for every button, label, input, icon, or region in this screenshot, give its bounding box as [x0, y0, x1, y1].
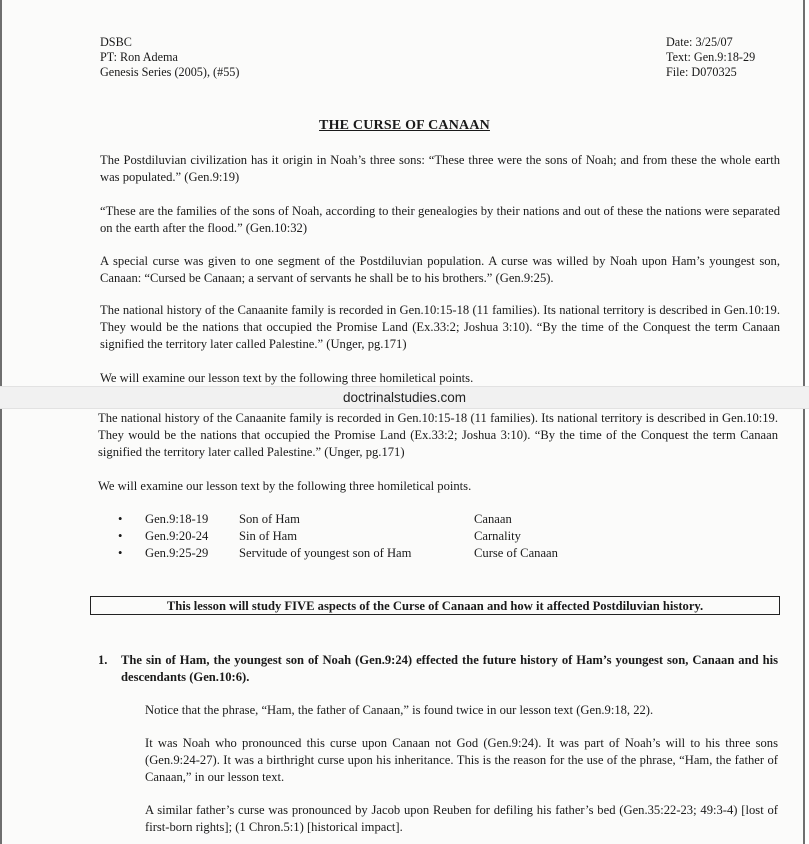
paragraph-special-curse: A special curse was given to one segment of the Postdiluvian population. A curse was willed by Noah upon Ham’s youngest son, Canaan: “Cursed be Canaan; a servant of servants he shall be to his brothers.” (Gen.9:25). [100, 254, 780, 285]
section-number: 1. [98, 653, 108, 667]
header-file: File: D070325 [666, 65, 737, 79]
point-description: Son of Ham [239, 512, 300, 526]
lesson-summary-box: This lesson will study FIVE aspects of the Curse of Canaan and how it affected Postdiluvian history. [90, 596, 780, 615]
point-reference: Gen.9:25-29 [145, 546, 209, 560]
watermark-banner: doctrinalstudies.com [0, 386, 809, 409]
paragraph-examine: We will examine our lesson text by the following three homiletical points. [100, 371, 474, 385]
bullet-icon: • [118, 512, 123, 526]
point-description: Servitude of youngest son of Ham [239, 546, 412, 560]
header-date: Date: 3/25/07 [666, 35, 733, 49]
point-topic: Curse of Canaan [474, 546, 558, 560]
list-item [118, 511, 618, 528]
list-item [118, 545, 618, 562]
header-org: DSBC [100, 35, 132, 49]
point-topic: Carnality [474, 529, 521, 543]
header-series: Genesis Series (2005), (#55) [100, 65, 240, 79]
point-topic: Canaan [474, 512, 512, 526]
section-1-paragraph-jacob-curse: A similar father’s curse was pronounced by Jacob upon Reuben for defiling his father’s bed (Gen.35:22-23; 49:3-4) [lost of first-born rights]; (1 Chron.5:1) [historical impact]. [145, 803, 778, 834]
point-reference: Gen.9:20-24 [145, 529, 209, 543]
section-heading-text: The sin of Ham, the youngest son of Noah (Gen.9:24) effected the future history of Ham’s youngest son, Canaan and his descendants (Gen.10:6). [121, 653, 778, 684]
paragraph-national-history-repeat: The national history of the Canaanite family is recorded in Gen.10:15-18 (11 families). Its national territory is described in Gen.10:19. They would be the nations that occupied the Promise Land (Ex.33:2; Joshua 3:10). “By the time of the Conquest the term Canaan signified the territory later called Palestine.” (Unger, pg.171) [98, 411, 778, 459]
paragraph-examine-repeat: We will examine our lesson text by the following three homiletical points. [98, 479, 472, 493]
header-right [666, 35, 755, 80]
bullet-icon: • [118, 546, 123, 560]
paragraph-families: “These are the families of the sons of Noah, according to their genealogies by their nations and out of these the nations were separated on the earth after the flood.” (Gen.10:32) [100, 204, 780, 235]
homiletical-points-list [118, 511, 618, 562]
document-title: THE CURSE OF CANAAN [319, 118, 490, 133]
paragraph-origin: The Postdiluvian civilization has it origin in Noah’s three sons: “These three were the sons of Noah; and from these the whole earth was populated.” (Gen.9:19) [100, 153, 780, 184]
section-1-paragraph-noah-will: It was Noah who pronounced this curse upon Canaan not God (Gen.9:24). It was part of Noah’s will to his three sons (Gen.9:24-27). It was a birthright curse upon his inheritance. This is the reason for the use of the phrase, “Ham, the father of Canaan,” in our lesson text. [145, 736, 778, 784]
paragraph-national-history: The national history of the Canaanite family is recorded in Gen.10:15-18 (11 families). Its national territory is described in Gen.10:19. They would be the nations that occupied the Promise Land (Ex.33:2; Joshua 3:10). “By the time of the Conquest the term Canaan signified the territory later called Palestine.” (Unger, pg.171) [100, 303, 780, 351]
section-1-paragraph-phrase: Notice that the phrase, “Ham, the father of Canaan,” is found twice in our lesson text (Gen.9:18, 22). [145, 703, 654, 717]
list-item [118, 528, 618, 545]
point-description: Sin of Ham [239, 529, 298, 543]
point-reference: Gen.9:18-19 [145, 512, 209, 526]
section-1-heading [98, 652, 778, 686]
bullet-icon: • [118, 529, 123, 543]
header-left [100, 35, 239, 80]
header-text: Text: Gen.9:18-29 [666, 50, 756, 64]
header-pastor: PT: Ron Adema [100, 50, 178, 64]
